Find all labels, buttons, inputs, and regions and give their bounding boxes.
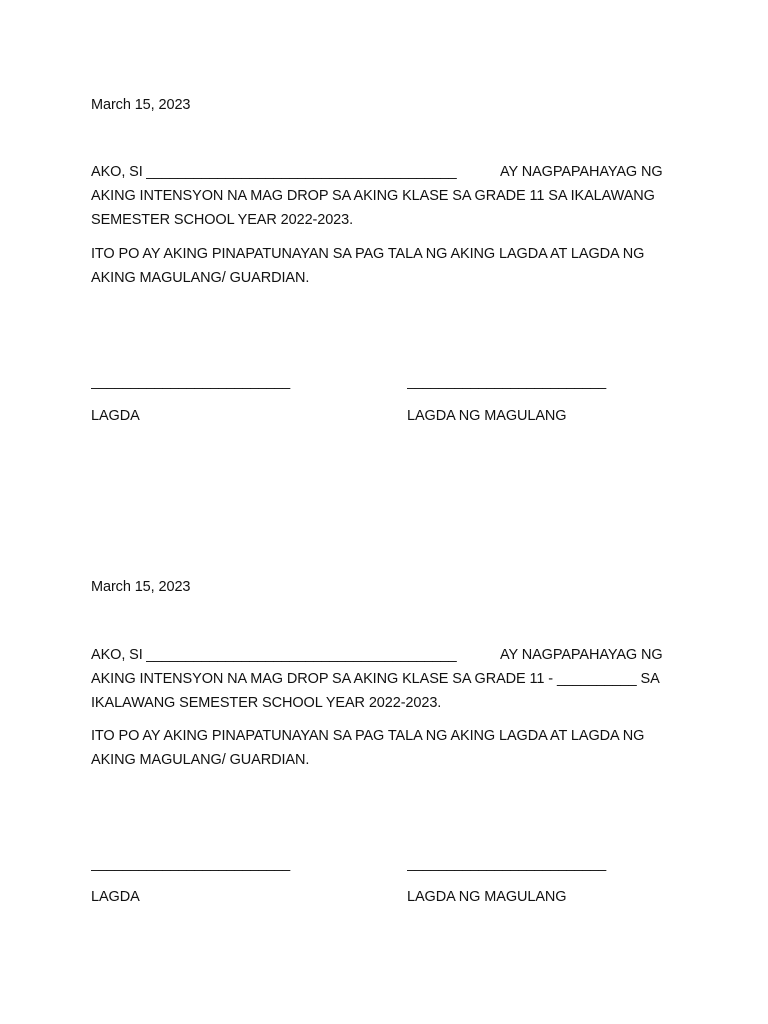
date [91, 97, 190, 113]
para1-line1-end: AY NAGPAPAHAYAG NG [500, 647, 663, 663]
para1-line3: IKALAWANG SEMESTER SCHOOL YEAR 2022-2023. [91, 695, 442, 711]
para1-line1-end: AY NAGPAPAHAYAG NG [500, 164, 663, 180]
para2-line1: ITO PO AY AKING PINAPATUNAYAN SA PAG TALA NG AKING LAGDA AT LAGDA NG [91, 728, 645, 744]
date-year: , 2023 [150, 579, 191, 595]
signature-label-parent: LAGDA NG MAGULANG [407, 408, 567, 424]
name-blank: _______________________________________ [146, 164, 457, 180]
signature-label-student: LAGDA [91, 889, 140, 905]
date-year: , 2023 [150, 97, 191, 113]
name-blank: _______________________________________ [146, 647, 457, 663]
para1-line2: AKING INTENSYON NA MAG DROP SA AKING KLASE SA GRADE 11 SA IKALAWANG [91, 188, 655, 204]
para1-line3: SEMESTER SCHOOL YEAR 2022-2023. [91, 212, 354, 228]
signature-line-parent: _________________________ [407, 374, 607, 390]
para2-line2: AKING MAGULANG/ GUARDIAN. [91, 752, 310, 768]
date [91, 579, 190, 595]
para1-line2: AKING INTENSYON NA MAG DROP SA AKING KLASE SA GRADE 11 - __________ SA [91, 671, 660, 687]
date-month-day: March 15 [91, 579, 151, 595]
signature-line-parent: _________________________ [407, 856, 607, 872]
signature-line-student: _________________________ [91, 374, 291, 390]
para1-line1-start: AKO, SI [91, 164, 143, 180]
signature-label-parent: LAGDA NG MAGULANG [407, 889, 567, 905]
para2-line1: ITO PO AY AKING PINAPATUNAYAN SA PAG TALA NG AKING LAGDA AT LAGDA NG [91, 246, 645, 262]
signature-line-student: _________________________ [91, 856, 291, 872]
para1-line1-start: AKO, SI [91, 647, 143, 663]
para2-line2: AKING MAGULANG/ GUARDIAN. [91, 270, 310, 286]
signature-label-student: LAGDA [91, 408, 140, 424]
date-month-day: March 15 [91, 97, 151, 113]
